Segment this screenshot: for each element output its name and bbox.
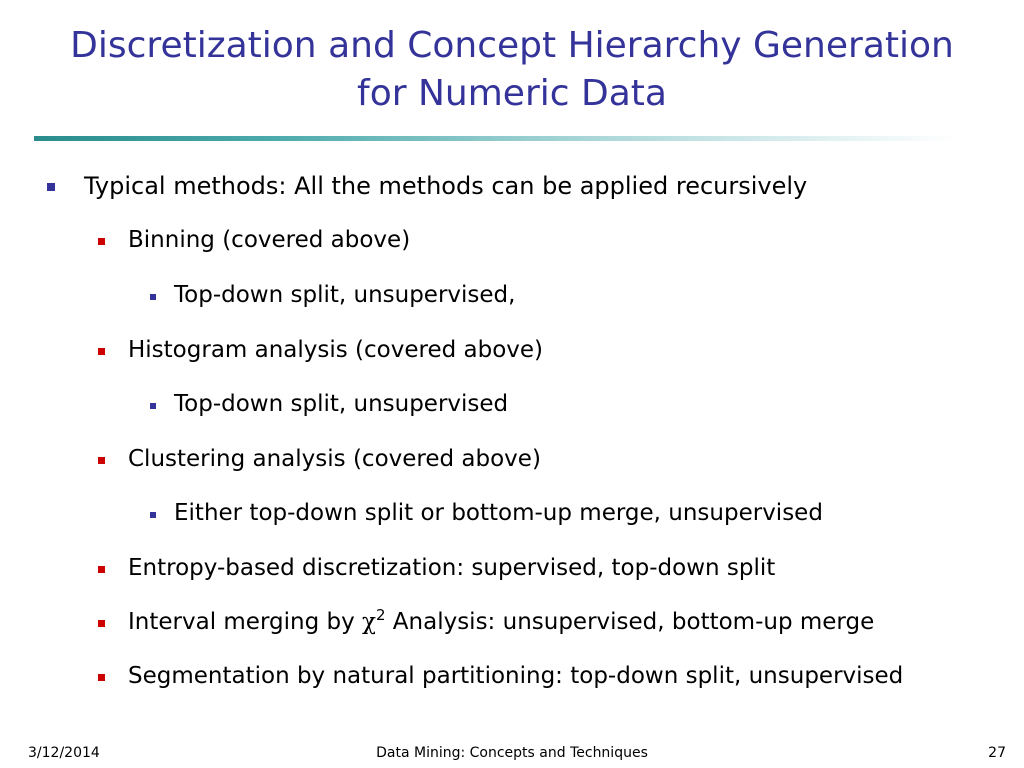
bullet-item: [174, 280, 515, 310]
bullet-text: Top-down split, unsupervised: [174, 391, 509, 417]
slide-title-line-1: Discretization and Concept Hierarchy Generation: [70, 25, 954, 66]
bullet-text-after: Analysis: unsupervised, bottom-up merge: [385, 609, 875, 635]
bullet-text: Entropy-based discretization: supervised, top-down split: [128, 555, 776, 581]
square-bullet-icon: [98, 674, 105, 681]
bullet-text-before: Interval merging by: [128, 609, 362, 635]
square-bullet-icon: [98, 457, 105, 464]
title-underline-divider: [34, 136, 956, 141]
bullet-text: Histogram analysis (covered above): [128, 337, 544, 363]
square-bullet-icon: [98, 348, 105, 355]
superscript-2: 2: [375, 606, 386, 624]
bullet-item: [128, 661, 903, 691]
chi-symbol: χ: [362, 609, 376, 635]
slide-title-line-2: for Numeric Data: [357, 73, 667, 114]
bullet-item: [128, 225, 410, 255]
bullet-item: [128, 553, 775, 583]
bullet-item: [128, 607, 874, 637]
square-bullet-icon: [98, 238, 105, 245]
square-bullet-icon: [98, 566, 105, 573]
bullet-text: Segmentation by natural partitioning: top-down split, unsupervised: [128, 663, 904, 689]
footer-date: 3/12/2014: [28, 745, 100, 761]
bullet-item: [174, 389, 508, 419]
bullet-text: Clustering analysis (covered above): [128, 446, 541, 472]
square-bullet-icon: [150, 512, 156, 518]
bullet-text: [128, 606, 875, 635]
slide-title: [0, 22, 1024, 118]
bullet-item: [174, 498, 823, 528]
square-bullet-icon: [47, 183, 55, 191]
bullet-text: Typical methods: All the methods can be applied recursively: [84, 172, 808, 200]
square-bullet-icon: [150, 403, 156, 409]
bullet-text: Either top-down split or bottom-up merge, unsupervised: [174, 500, 823, 526]
bullet-item: [128, 444, 541, 474]
bullet-text: Binning (covered above): [128, 227, 411, 253]
square-bullet-icon: [98, 620, 105, 627]
page-number: 27: [988, 745, 1006, 761]
bullet-text: Top-down split, unsupervised,: [174, 282, 516, 308]
bullet-item: [128, 335, 543, 365]
footer-title: Data Mining: Concepts and Techniques: [376, 745, 648, 761]
bullet-item: [84, 171, 807, 201]
square-bullet-icon: [150, 294, 156, 300]
